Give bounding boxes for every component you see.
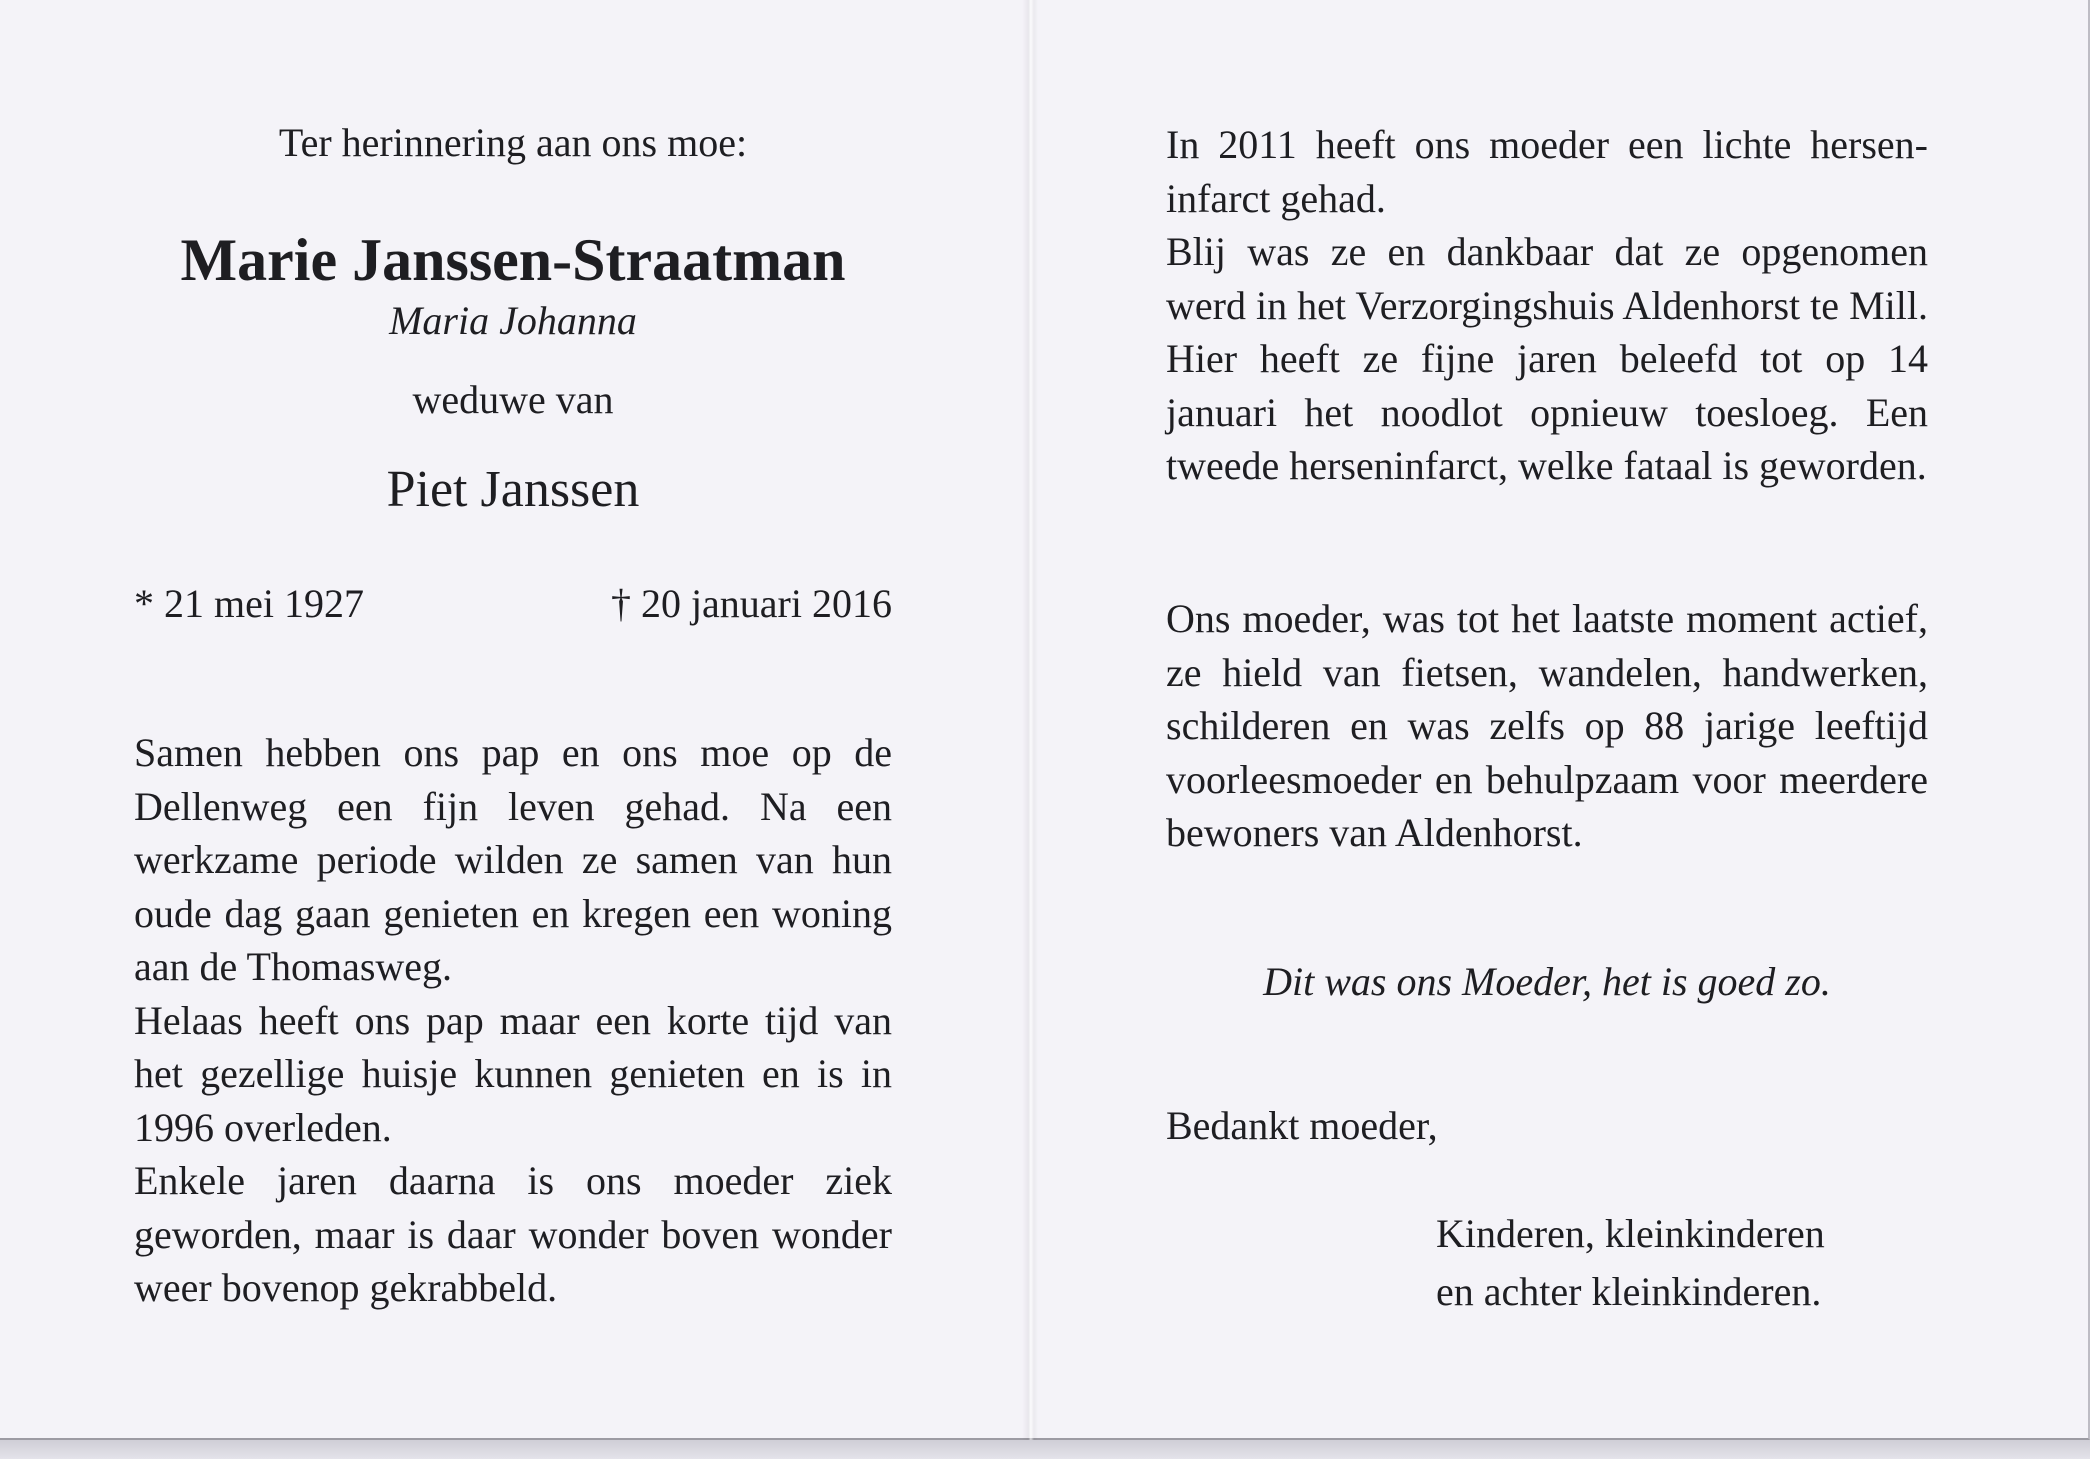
life-story-left xyxy=(134,726,892,1315)
life-story-right-2 xyxy=(1166,592,1928,860)
given-names: Maria Johanna xyxy=(389,298,637,343)
life-story-right-1 xyxy=(1166,118,1928,493)
thanks-text: Bedankt moeder, xyxy=(1166,1103,1438,1148)
closing-quote: Dit was ons Moeder, het is goed zo. xyxy=(1263,959,1831,1004)
birth-date: * 21 mei 1927 xyxy=(134,581,364,626)
story-paragraph: Helaas heeft ons pap maar een korte tijd van het gezellige huisje kunnen genieten en is in 1996 overleden. xyxy=(134,997,892,1150)
story-paragraph: Samen hebben ons pap en ons moe op de Dellenweg een fijn leven gehad. Na een werkzame periode wilden ze samen van hun oude dag gaan genieten en kregen een woning aan de Thomasweg. xyxy=(134,730,892,989)
story-paragraph: Blij was ze en dankbaar dat ze opgenomen werd in het Verzorgingshuis Aldenhorst te Mill. Hier heeft ze fijne jaren beleefd tot op 14 januari het noodlot opnieuw toesloeg. Een tweede herseninfarct, welke fataal is geworden. xyxy=(1166,229,1928,488)
signature-line: Kinderen, kleinkinderen xyxy=(1436,1211,1825,1256)
death-date: † 20 januari 2016 xyxy=(610,581,892,626)
widow-of-text: weduwe van xyxy=(412,377,614,422)
story-paragraph: Enkele jaren daarna is ons moeder ziek geworden, maar is daar wonder boven wonder weer bovenop gekrabbeld. xyxy=(134,1158,892,1310)
signature-line: en achter kleinkinderen. xyxy=(1436,1269,1822,1314)
story-paragraph: In 2011 heeft ons moeder een lichte hersen-infarct gehad. xyxy=(1166,122,1928,221)
scan-shadow xyxy=(0,1440,2090,1459)
intro-text: Ter herinnering aan ons moe: xyxy=(278,120,748,165)
husband-name: Piet Janssen xyxy=(386,461,640,518)
deceased-name: Marie Janssen-Straatman xyxy=(180,227,846,293)
story-paragraph: Ons moeder, was tot het laatste moment actief, ze hield van fietsen, wandelen, handwerken, schilderen en was zelfs op 88 jarige leeftijd voorleesmoeder en behulpzaam voor meerdere bewoners van Aldenhorst. xyxy=(1166,596,1928,855)
signature xyxy=(1436,1205,1825,1321)
card-fold xyxy=(1022,0,1038,1440)
